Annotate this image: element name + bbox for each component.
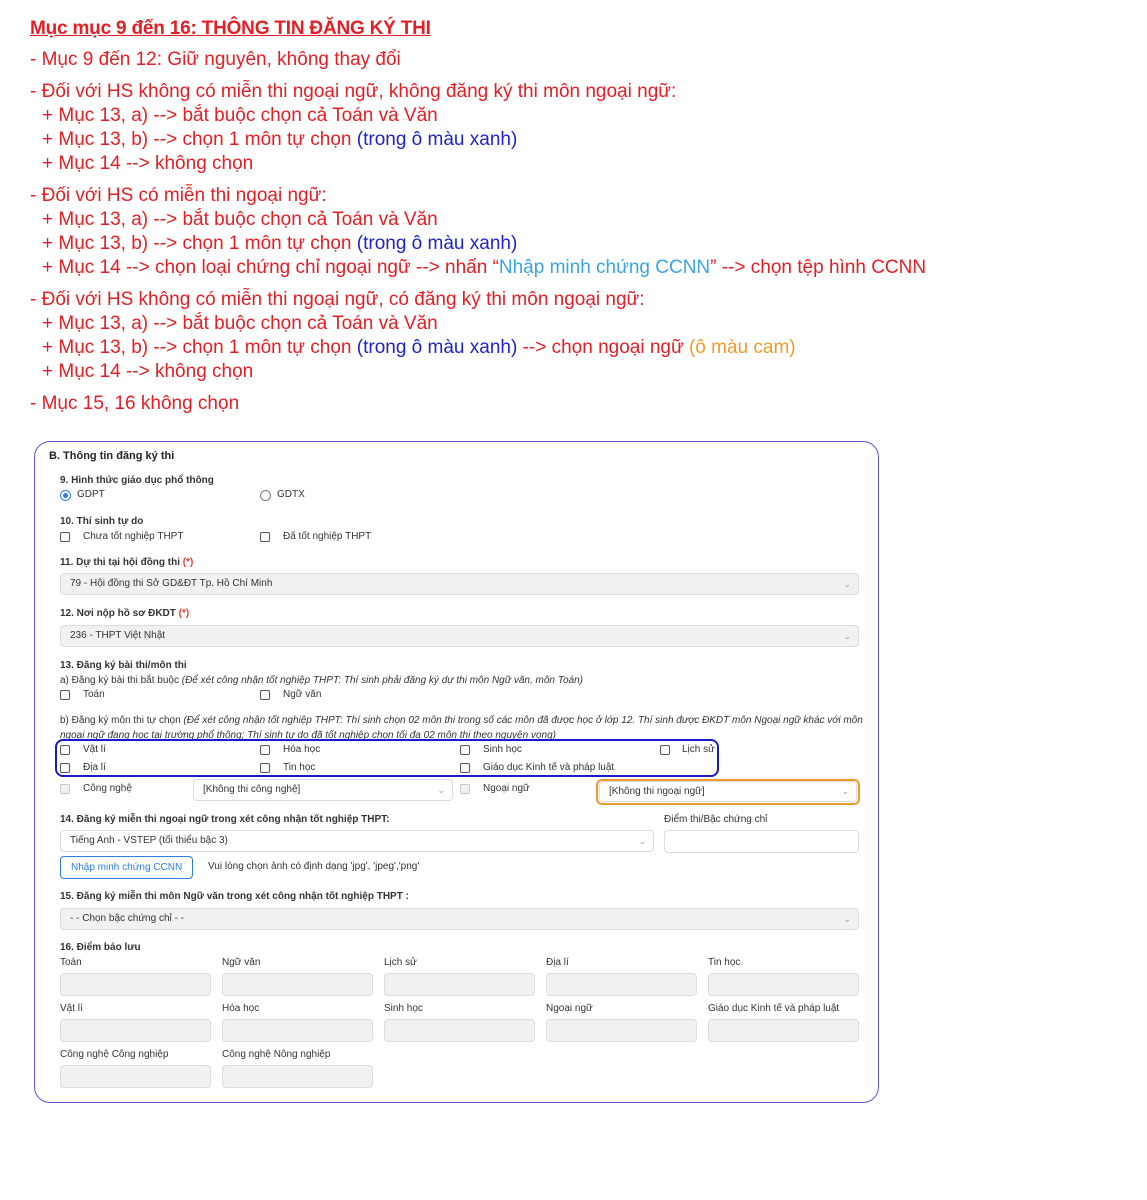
instruction-line: + Mục 13, b) --> chọn 1 môn tự chọn (trong ô màu xanh) --> chọn ngoại ngữ (ô màu cam)	[42, 337, 796, 358]
checkbox-label: Giáo dục Kinh tế và pháp luật	[483, 762, 615, 773]
radio-gdpt[interactable]	[60, 490, 71, 501]
exam-registration-card	[34, 441, 879, 1103]
cong-nghe-select[interactable]	[193, 779, 453, 801]
reserved-score-ngu-van[interactable]	[222, 973, 373, 996]
checkbox-label: Tin học	[283, 762, 316, 773]
radio-gdtx[interactable]	[260, 490, 271, 501]
instruction-group-1	[30, 80, 1130, 176]
q13-label: 13. Đăng ký bài thi/môn thi	[60, 660, 187, 671]
chevron-down-icon: ⌄	[843, 914, 851, 924]
section-title: B. Thông tin đăng ký thi	[49, 450, 175, 462]
reserved-score-lich-su[interactable]	[384, 973, 535, 996]
upload-hint: Vui lòng chọn ảnh có định dạng 'jpg', 'jpeg','png'	[208, 861, 420, 872]
select-value: Tiếng Anh - VSTEP (tối thiểu bậc 3)	[70, 835, 228, 846]
instruction-line: + Mục 14 --> không chọn	[42, 361, 254, 382]
chevron-down-icon: ⌄	[437, 785, 445, 795]
checkbox-label: Vật lí	[83, 744, 106, 755]
q9-label: 9. Hình thức giáo dục phổ thông	[60, 475, 214, 486]
reserved-score-dia-li[interactable]	[546, 973, 697, 996]
field-label: Địa lí	[546, 957, 569, 968]
chevron-down-icon: ⌄	[841, 786, 849, 796]
instruction-group-3	[30, 288, 1130, 384]
select-value: 79 - Hội đồng thi Sở GD&ĐT Tp. Hồ Chí Minh	[70, 578, 273, 589]
field-label: Tin học	[708, 957, 741, 968]
language-cert-select[interactable]	[60, 830, 654, 852]
blue-highlight-box	[55, 739, 719, 777]
field-label: Ngoại ngữ	[546, 1003, 593, 1014]
select-value: 236 - THPT Việt Nhật	[70, 630, 166, 641]
field-label: Công nghệ Công nghiệp	[60, 1049, 169, 1060]
instruction-line: - Mục 9 đến 12: Giữ nguyên, không thay đổi	[30, 49, 401, 70]
field-label: Hóa học	[222, 1003, 260, 1014]
q13a-label: a) Đăng ký bài thi bắt buộc (Để xét công nhận tốt nghiệp THPT: Thí sinh phải đăng ký dự thi môn Ngữ văn, môn Toán)	[60, 675, 583, 686]
instruction-line: + Mục 13, a) --> bắt buộc chọn cả Toán và Văn	[42, 209, 438, 230]
q11-label: 11. Dự thi tại hội đồng thi (*)	[60, 557, 194, 568]
q12-label: 12. Nơi nộp hồ sơ ĐKDT (*)	[60, 608, 190, 619]
upload-ccnn-button[interactable]: Nhập minh chứng CCNN	[60, 856, 193, 879]
chevron-down-icon: ⌄	[843, 579, 851, 589]
instruction-line: + Mục 14 --> chọn loại chứng chỉ ngoại ngữ --> nhấn “Nhập minh chứng CCNN” --> chọn tệp hình CCNN	[42, 257, 927, 278]
field-label: Vật lí	[60, 1003, 83, 1014]
reserved-score-cn-nong-nghiep[interactable]	[222, 1065, 373, 1088]
radio-gdpt-label: GDPT	[77, 489, 105, 500]
reserved-score-gdkt[interactable]	[708, 1019, 859, 1042]
checkbox-label: Sinh học	[483, 744, 522, 755]
instruction-line: - Đối với HS không có miễn thi ngoại ngữ, có đăng ký thi môn ngoại ngữ:	[30, 289, 645, 310]
field-label: Toán	[60, 957, 82, 968]
checkbox-label: Công nghệ	[83, 783, 132, 794]
submission-place-select[interactable]	[60, 625, 859, 647]
score-label: Điểm thi/Bậc chứng chỉ	[664, 814, 768, 825]
radio-gdtx-label: GDTX	[277, 489, 305, 500]
reserved-score-tin-hoc[interactable]	[708, 973, 859, 996]
q16-label: 16. Điểm bảo lưu	[60, 942, 141, 953]
select-value: - - Chọn bậc chứng chỉ - -	[70, 913, 184, 924]
checkbox-label: Chưa tốt nghiệp THPT	[83, 531, 184, 542]
instruction-line: + Mục 13, a) --> bắt buộc chọn cả Toán và Văn	[42, 313, 438, 334]
reserved-score-toan[interactable]	[60, 973, 211, 996]
reserved-score-sinh-hoc[interactable]	[384, 1019, 535, 1042]
reserved-score-cn-cong-nghiep[interactable]	[60, 1065, 211, 1088]
instruction-line: + Mục 13, b) --> chọn 1 môn tự chọn (trong ô màu xanh)	[42, 233, 518, 254]
checkbox-label: Hóa học	[283, 744, 321, 755]
orange-highlight-box	[596, 779, 860, 805]
exam-council-select[interactable]	[60, 573, 859, 595]
reserved-score-ngoai-ngu[interactable]	[546, 1019, 697, 1042]
literature-cert-select[interactable]	[60, 908, 859, 930]
chevron-down-icon: ⌄	[843, 631, 851, 641]
select-value: [Không thi công nghệ]	[203, 784, 301, 795]
instruction-line: - Mục 15, 16 không chọn	[30, 393, 240, 414]
checkbox-da-tot-nghiep[interactable]	[260, 532, 270, 542]
q13b-label: b) Đăng ký môn thi tự chọn (Để xét công nhận tốt nghiệp THPT: Thí sinh chọn 02 môn thi trong số các môn đã được học ở lớp 12. Thí sinh được ĐKDT môn Ngoại ngữ khác với môn	[60, 715, 863, 726]
field-label: Ngữ văn	[222, 957, 261, 968]
field-label: Lịch sử	[384, 957, 417, 968]
q13b-note: ngoại ngữ đang học tại trường phổ thông; Thí sinh tự do đã tốt nghiệp chọn tối đa 02 môn thi theo nguyện vọng)	[60, 730, 556, 741]
checkbox-ngoai-ngu[interactable]	[460, 784, 470, 794]
reserved-score-hoa-hoc[interactable]	[222, 1019, 373, 1042]
instruction-line: + Mục 13, a) --> bắt buộc chọn cả Toán và Văn	[42, 105, 438, 126]
q14-label: 14. Đăng ký miễn thi ngoại ngữ trong xét công nhận tốt nghiệp THPT:	[60, 814, 390, 825]
instruction-group-2	[30, 184, 1130, 280]
instructions-title: Mục mục 9 đến 16: THÔNG TIN ĐĂNG KÝ THI	[30, 18, 431, 39]
instruction-line: - Đối với HS có miễn thi ngoại ngữ:	[30, 185, 327, 206]
score-input[interactable]	[664, 830, 859, 853]
checkbox-toan[interactable]	[60, 690, 70, 700]
checkbox-label: Lịch sử	[682, 744, 715, 755]
checkbox-label: Ngoại ngữ	[483, 783, 530, 794]
field-label: Giáo dục Kinh tế và pháp luật	[708, 1003, 840, 1014]
checkbox-ngu-van[interactable]	[260, 690, 270, 700]
chevron-down-icon: ⌄	[638, 836, 646, 846]
field-label: Sinh học	[384, 1003, 423, 1014]
checkbox-chua-tot-nghiep[interactable]	[60, 532, 70, 542]
reserved-score-vat-li[interactable]	[60, 1019, 211, 1042]
instruction-line: + Mục 13, b) --> chọn 1 môn tự chọn (trong ô màu xanh)	[42, 129, 518, 150]
q10-label: 10. Thí sinh tự do	[60, 516, 144, 527]
checkbox-label: Ngữ văn	[283, 689, 322, 700]
checkbox-label: Đã tốt nghiệp THPT	[283, 531, 372, 542]
checkbox-cong-nghe[interactable]	[60, 784, 70, 794]
instructions	[30, 18, 1130, 416]
q15-label: 15. Đăng ký miễn thi môn Ngữ văn trong xét công nhận tốt nghiệp THPT :	[60, 891, 409, 902]
select-value: [Không thi ngoại ngữ]	[609, 786, 705, 797]
instruction-line: - Đối với HS không có miễn thi ngoại ngữ, không đăng ký thi môn ngoại ngữ:	[30, 81, 677, 102]
checkbox-label: Toán	[83, 689, 105, 700]
field-label: Công nghệ Nông nghiệp	[222, 1049, 331, 1060]
checkbox-label: Địa lí	[83, 762, 106, 773]
instruction-line: + Mục 14 --> không chọn	[42, 153, 254, 174]
